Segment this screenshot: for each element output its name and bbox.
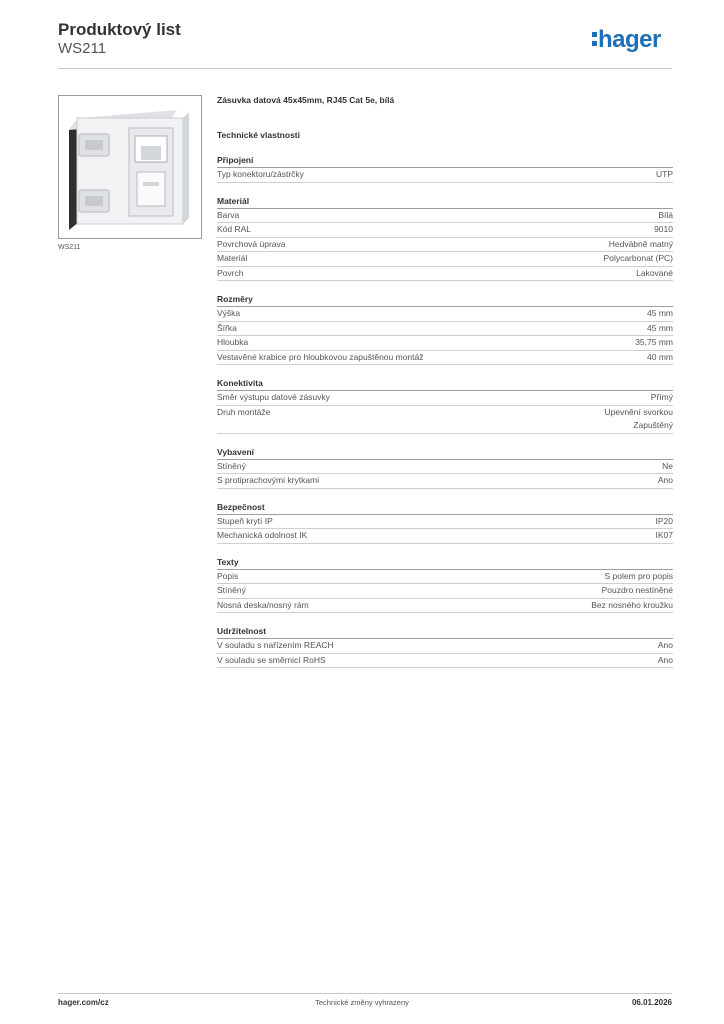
spec-value — [636, 267, 673, 281]
spec-row — [217, 515, 673, 530]
spec-section — [217, 196, 673, 282]
spec-section — [217, 502, 673, 544]
spec-row — [217, 307, 673, 322]
spec-value — [604, 406, 673, 433]
spec-value — [604, 252, 673, 266]
spec-value-line: 40 mm — [647, 351, 673, 362]
spec-row — [217, 474, 673, 489]
spec-value — [604, 570, 673, 584]
spec-value — [609, 238, 673, 252]
spec-label: Výška — [217, 308, 241, 318]
spec-value-line: Bez nosného kroužku — [591, 599, 673, 610]
spec-label: Stíněný — [217, 460, 246, 471]
spec-value-line: 9010 — [654, 224, 673, 234]
logo-text: hager — [598, 26, 661, 53]
section-heading: Bezpečnost — [217, 502, 673, 515]
spec-label: Materiál — [217, 253, 248, 263]
spec-value-line: Zapuštěný — [633, 420, 673, 430]
spec-value — [658, 654, 673, 668]
page-title: Produktový list — [58, 20, 181, 39]
spec-row — [217, 639, 673, 654]
spec-label: Směr výstupu datové zásuvky — [217, 392, 330, 402]
spec-row — [217, 529, 673, 544]
image-caption: WS211 — [58, 244, 81, 251]
spec-value — [647, 351, 673, 365]
spec-section — [217, 294, 673, 365]
spec-value-line: Pouzdro nestíněné — [601, 585, 673, 595]
spec-value — [658, 474, 673, 488]
spec-row — [217, 654, 673, 669]
spec-label: Kód RAL — [217, 224, 252, 234]
spec-section — [217, 155, 673, 183]
technical-title: Technické vlastnosti — [217, 130, 300, 140]
spec-section — [217, 378, 673, 434]
spec-label: Povrch — [217, 267, 244, 278]
spec-value — [656, 515, 674, 529]
hager-logo — [592, 28, 661, 52]
spec-value-line: Bílá — [658, 209, 673, 220]
spec-label: Šířka — [217, 322, 237, 333]
spec-value-line: Hedvábně matný — [608, 238, 673, 249]
product-code: WS211 — [58, 40, 107, 57]
spec-value-line: 45 mm — [647, 308, 673, 318]
spec-row — [217, 223, 673, 238]
spec-value — [658, 639, 673, 653]
spec-label: S protiprachovými krytkami — [217, 475, 320, 485]
spec-label: Mechanická odolnost IK — [217, 530, 308, 540]
spec-value-line: Ano — [657, 654, 673, 665]
footer-note: Technické změny vyhrazeny — [315, 998, 409, 1007]
spec-label: Povrchová úprava — [217, 238, 286, 249]
section-heading: Připojení — [217, 155, 673, 168]
footer-divider — [58, 993, 672, 994]
spec-value-line: Polycarbonat (PC) — [603, 253, 673, 263]
spec-value — [654, 223, 673, 237]
spec-label: Stupeň krytí IP — [217, 515, 273, 526]
spec-value — [662, 460, 673, 474]
spec-row — [217, 322, 673, 337]
spec-label: Druh montáže — [217, 406, 271, 417]
header-divider — [58, 68, 672, 69]
spec-value — [651, 391, 673, 405]
spec-value — [591, 599, 673, 613]
spec-row — [217, 584, 673, 599]
spec-value-line: Přímý — [650, 392, 673, 402]
spec-label: Barva — [217, 209, 240, 220]
spec-label: Typ konektoru/zástrčky — [217, 169, 304, 179]
data-socket-illustration — [59, 96, 201, 238]
spec-sections — [217, 155, 673, 668]
spec-row — [217, 351, 673, 366]
spec-label: Hloubka — [217, 337, 249, 347]
spec-value-line: 35,75 mm — [635, 337, 673, 347]
footer-website[interactable]: hager.com/cz — [58, 998, 109, 1007]
spec-label: Vestavěné krabice pro hloubkovou zapuštěnou montáž — [217, 351, 424, 362]
spec-row — [217, 238, 673, 253]
section-heading: Vybavení — [217, 447, 673, 460]
spec-row — [217, 599, 673, 614]
spec-value-line: UTP — [656, 169, 673, 179]
spec-section — [217, 626, 673, 668]
spec-value — [647, 307, 673, 321]
spec-value-line: Ano — [657, 475, 673, 485]
spec-row — [217, 267, 673, 282]
section-heading: Rozměry — [217, 294, 673, 307]
spec-value-line: IP20 — [655, 515, 673, 526]
spec-value — [647, 322, 673, 336]
spec-section — [217, 557, 673, 614]
product-image — [58, 95, 202, 239]
spec-value-line: 45 mm — [647, 322, 673, 333]
spec-value-line: IK07 — [655, 530, 673, 540]
spec-row — [217, 336, 673, 351]
spec-label: V souladu se směrnicí RoHS — [217, 654, 326, 665]
section-heading: Konektivita — [217, 378, 673, 391]
spec-content — [217, 95, 673, 668]
spec-value — [656, 168, 673, 182]
spec-value-line: Upevnění svorkou — [604, 406, 673, 417]
section-heading: Texty — [217, 557, 673, 570]
spec-label: Stíněný — [217, 585, 246, 595]
spec-value — [602, 584, 673, 598]
spec-value-line: Ano — [657, 640, 673, 650]
spec-section — [217, 447, 673, 489]
spec-row — [217, 252, 673, 267]
spec-row — [217, 168, 673, 183]
spec-row — [217, 406, 673, 434]
spec-value-line: Ne — [662, 460, 673, 471]
section-heading: Materiál — [217, 196, 673, 209]
spec-label: V souladu s nařízením REACH — [217, 640, 334, 650]
spec-row — [217, 391, 673, 406]
product-name: Zásuvka datová 45x45mm, RJ45 Cat 5e, bílá — [217, 95, 395, 105]
footer-date: 06.01.2026 — [631, 998, 672, 1007]
spec-row — [217, 209, 673, 224]
spec-row — [217, 570, 673, 585]
spec-row — [217, 460, 673, 475]
spec-label: Popis — [217, 570, 239, 581]
spec-label: Nosná deska/nosný rám — [217, 599, 309, 610]
spec-value-line: Lakované — [636, 267, 673, 278]
section-heading: Udržitelnost — [217, 626, 673, 639]
spec-value — [656, 529, 674, 543]
spec-value-line: S polem pro popis — [604, 570, 673, 581]
spec-value — [635, 336, 673, 350]
spec-value — [658, 209, 673, 223]
